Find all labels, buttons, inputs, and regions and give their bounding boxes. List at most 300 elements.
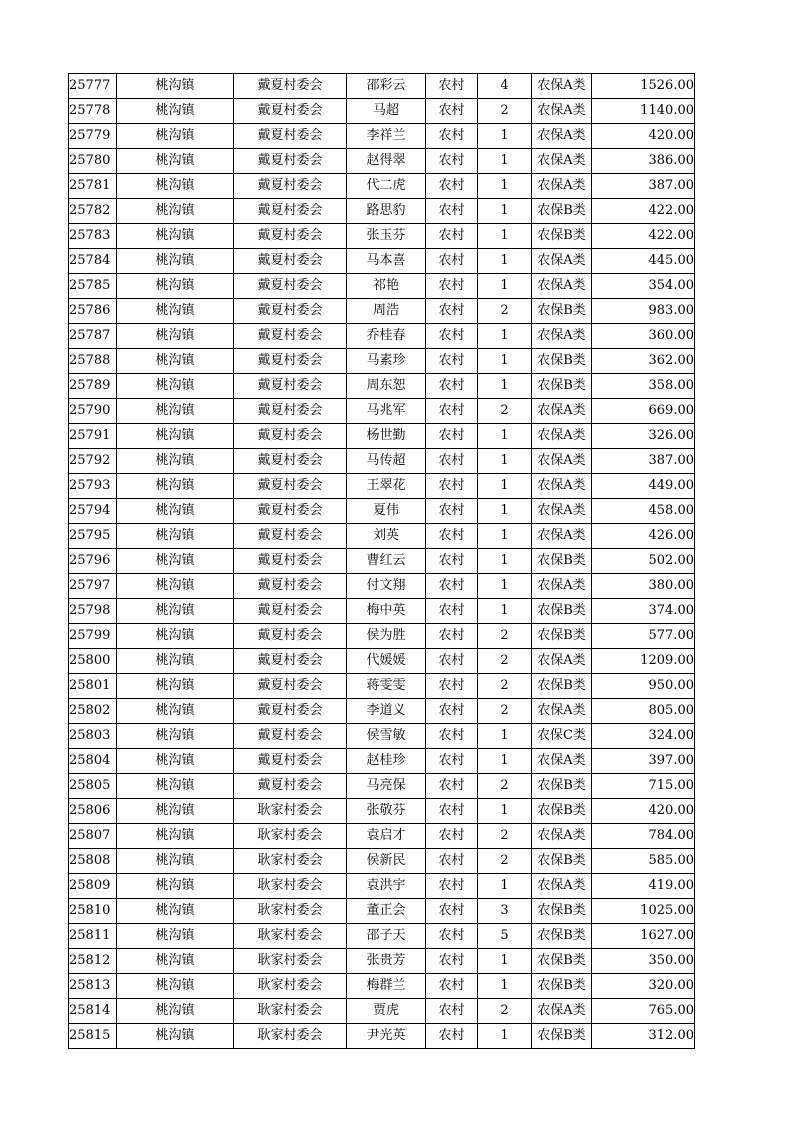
residence-type-cell: 农村	[426, 1024, 478, 1049]
town-cell: 桃沟镇	[117, 249, 234, 274]
insurance-category-cell: 农保A类	[532, 749, 592, 774]
amount-cell: 320.00	[592, 974, 695, 999]
village-cell: 戴夏村委会	[234, 174, 347, 199]
table-row	[69, 424, 695, 449]
table-row	[69, 649, 695, 674]
amount-cell: 669.00	[592, 399, 695, 424]
person-name-cell: 邵子天	[347, 924, 426, 949]
household-count-cell: 2	[478, 649, 532, 674]
amount-cell: 458.00	[592, 499, 695, 524]
record-id-cell: 25802	[69, 699, 117, 724]
residence-type-cell: 农村	[426, 274, 478, 299]
record-id-cell: 25787	[69, 324, 117, 349]
residence-type-cell: 农村	[426, 824, 478, 849]
household-count-cell: 1	[478, 524, 532, 549]
insurance-category-cell: 农保B类	[532, 224, 592, 249]
table-row	[69, 774, 695, 799]
table-row	[69, 474, 695, 499]
town-cell: 桃沟镇	[117, 149, 234, 174]
residence-type-cell: 农村	[426, 899, 478, 924]
insurance-category-cell: 农保B类	[532, 374, 592, 399]
person-name-cell: 赵桂珍	[347, 749, 426, 774]
table-row	[69, 699, 695, 724]
person-name-cell: 祁艳	[347, 274, 426, 299]
table-row	[69, 599, 695, 624]
roster-table	[68, 73, 695, 1049]
record-id-cell: 25803	[69, 724, 117, 749]
residence-type-cell: 农村	[426, 324, 478, 349]
table-row	[69, 374, 695, 399]
village-cell: 戴夏村委会	[234, 474, 347, 499]
residence-type-cell: 农村	[426, 99, 478, 124]
residence-type-cell: 农村	[426, 374, 478, 399]
amount-cell: 715.00	[592, 774, 695, 799]
town-cell: 桃沟镇	[117, 649, 234, 674]
town-cell: 桃沟镇	[117, 574, 234, 599]
residence-type-cell: 农村	[426, 424, 478, 449]
village-cell: 耿家村委会	[234, 974, 347, 999]
record-id-cell: 25814	[69, 999, 117, 1024]
residence-type-cell: 农村	[426, 299, 478, 324]
table-row	[69, 674, 695, 699]
residence-type-cell: 农村	[426, 799, 478, 824]
record-id-cell: 25783	[69, 224, 117, 249]
amount-cell: 422.00	[592, 224, 695, 249]
village-cell: 耿家村委会	[234, 799, 347, 824]
household-count-cell: 1	[478, 1024, 532, 1049]
residence-type-cell: 农村	[426, 74, 478, 99]
record-id-cell: 25778	[69, 99, 117, 124]
amount-cell: 445.00	[592, 249, 695, 274]
roster-body	[69, 74, 695, 1049]
person-name-cell: 杨世勤	[347, 424, 426, 449]
insurance-category-cell: 农保A类	[532, 149, 592, 174]
table-row	[69, 924, 695, 949]
town-cell: 桃沟镇	[117, 499, 234, 524]
record-id-cell: 25795	[69, 524, 117, 549]
person-name-cell: 尹光英	[347, 1024, 426, 1049]
record-id-cell: 25807	[69, 824, 117, 849]
table-row	[69, 199, 695, 224]
record-id-cell: 25804	[69, 749, 117, 774]
residence-type-cell: 农村	[426, 774, 478, 799]
residence-type-cell: 农村	[426, 874, 478, 899]
amount-cell: 350.00	[592, 949, 695, 974]
residence-type-cell: 农村	[426, 124, 478, 149]
person-name-cell: 侯为胜	[347, 624, 426, 649]
record-id-cell: 25790	[69, 399, 117, 424]
town-cell: 桃沟镇	[117, 549, 234, 574]
person-name-cell: 蒋雯雯	[347, 674, 426, 699]
amount-cell: 358.00	[592, 374, 695, 399]
household-count-cell: 1	[478, 374, 532, 399]
record-id-cell: 25800	[69, 649, 117, 674]
town-cell: 桃沟镇	[117, 199, 234, 224]
insurance-category-cell: 农保C类	[532, 724, 592, 749]
table-row	[69, 74, 695, 99]
record-id-cell: 25801	[69, 674, 117, 699]
town-cell: 桃沟镇	[117, 874, 234, 899]
town-cell: 桃沟镇	[117, 124, 234, 149]
town-cell: 桃沟镇	[117, 324, 234, 349]
town-cell: 桃沟镇	[117, 299, 234, 324]
village-cell: 耿家村委会	[234, 924, 347, 949]
village-cell: 戴夏村委会	[234, 399, 347, 424]
record-id-cell: 25785	[69, 274, 117, 299]
insurance-category-cell: 农保B类	[532, 799, 592, 824]
person-name-cell: 张玉芬	[347, 224, 426, 249]
amount-cell: 420.00	[592, 799, 695, 824]
table-row	[69, 749, 695, 774]
person-name-cell: 梅群兰	[347, 974, 426, 999]
record-id-cell: 25806	[69, 799, 117, 824]
household-count-cell: 1	[478, 499, 532, 524]
village-cell: 耿家村委会	[234, 874, 347, 899]
insurance-category-cell: 农保B类	[532, 974, 592, 999]
record-id-cell: 25808	[69, 849, 117, 874]
residence-type-cell: 农村	[426, 749, 478, 774]
table-row	[69, 149, 695, 174]
table-row	[69, 899, 695, 924]
insurance-category-cell: 农保A类	[532, 649, 592, 674]
amount-cell: 419.00	[592, 874, 695, 899]
record-id-cell: 25788	[69, 349, 117, 374]
insurance-category-cell: 农保A类	[532, 999, 592, 1024]
town-cell: 桃沟镇	[117, 274, 234, 299]
household-count-cell: 1	[478, 599, 532, 624]
record-id-cell: 25786	[69, 299, 117, 324]
village-cell: 戴夏村委会	[234, 674, 347, 699]
record-id-cell: 25777	[69, 74, 117, 99]
insurance-category-cell: 农保A类	[532, 74, 592, 99]
insurance-category-cell: 农保B类	[532, 599, 592, 624]
person-name-cell: 马兆军	[347, 399, 426, 424]
village-cell: 耿家村委会	[234, 999, 347, 1024]
residence-type-cell: 农村	[426, 549, 478, 574]
record-id-cell: 25813	[69, 974, 117, 999]
record-id-cell: 25793	[69, 474, 117, 499]
household-count-cell: 2	[478, 399, 532, 424]
person-name-cell: 马传超	[347, 449, 426, 474]
record-id-cell: 25811	[69, 924, 117, 949]
table-row	[69, 499, 695, 524]
amount-cell: 324.00	[592, 724, 695, 749]
table-row	[69, 724, 695, 749]
insurance-category-cell: 农保B类	[532, 1024, 592, 1049]
household-count-cell: 1	[478, 574, 532, 599]
record-id-cell: 25798	[69, 599, 117, 624]
record-id-cell: 25779	[69, 124, 117, 149]
person-name-cell: 代媛媛	[347, 649, 426, 674]
table-row	[69, 874, 695, 899]
town-cell: 桃沟镇	[117, 724, 234, 749]
town-cell: 桃沟镇	[117, 674, 234, 699]
town-cell: 桃沟镇	[117, 99, 234, 124]
record-id-cell: 25780	[69, 149, 117, 174]
amount-cell: 1627.00	[592, 924, 695, 949]
residence-type-cell: 农村	[426, 924, 478, 949]
household-count-cell: 1	[478, 874, 532, 899]
residence-type-cell: 农村	[426, 199, 478, 224]
amount-cell: 1209.00	[592, 649, 695, 674]
insurance-category-cell: 农保B类	[532, 774, 592, 799]
village-cell: 耿家村委会	[234, 824, 347, 849]
amount-cell: 386.00	[592, 149, 695, 174]
household-count-cell: 3	[478, 899, 532, 924]
household-count-cell: 1	[478, 424, 532, 449]
table-row	[69, 549, 695, 574]
town-cell: 桃沟镇	[117, 224, 234, 249]
insurance-category-cell: 农保A类	[532, 574, 592, 599]
table-row	[69, 224, 695, 249]
household-count-cell: 4	[478, 74, 532, 99]
amount-cell: 362.00	[592, 349, 695, 374]
table-row	[69, 524, 695, 549]
table-row	[69, 249, 695, 274]
table-row	[69, 974, 695, 999]
residence-type-cell: 农村	[426, 499, 478, 524]
record-id-cell: 25781	[69, 174, 117, 199]
town-cell: 桃沟镇	[117, 899, 234, 924]
town-cell: 桃沟镇	[117, 474, 234, 499]
record-id-cell: 25794	[69, 499, 117, 524]
household-count-cell: 1	[478, 449, 532, 474]
town-cell: 桃沟镇	[117, 349, 234, 374]
person-name-cell: 曹红云	[347, 549, 426, 574]
amount-cell: 1526.00	[592, 74, 695, 99]
insurance-category-cell: 农保A类	[532, 249, 592, 274]
amount-cell: 950.00	[592, 674, 695, 699]
insurance-category-cell: 农保A类	[532, 499, 592, 524]
insurance-category-cell: 农保B类	[532, 349, 592, 374]
residence-type-cell: 农村	[426, 249, 478, 274]
amount-cell: 426.00	[592, 524, 695, 549]
person-name-cell: 袁洪宇	[347, 874, 426, 899]
residence-type-cell: 农村	[426, 949, 478, 974]
household-count-cell: 2	[478, 299, 532, 324]
town-cell: 桃沟镇	[117, 624, 234, 649]
person-name-cell: 邵彩云	[347, 74, 426, 99]
village-cell: 耿家村委会	[234, 899, 347, 924]
table-row	[69, 399, 695, 424]
amount-cell: 326.00	[592, 424, 695, 449]
town-cell: 桃沟镇	[117, 424, 234, 449]
household-count-cell: 1	[478, 949, 532, 974]
residence-type-cell: 农村	[426, 699, 478, 724]
village-cell: 戴夏村委会	[234, 599, 347, 624]
amount-cell: 805.00	[592, 699, 695, 724]
table-row	[69, 624, 695, 649]
residence-type-cell: 农村	[426, 574, 478, 599]
town-cell: 桃沟镇	[117, 949, 234, 974]
person-name-cell: 周东恕	[347, 374, 426, 399]
village-cell: 戴夏村委会	[234, 749, 347, 774]
person-name-cell: 侯雪敏	[347, 724, 426, 749]
insurance-category-cell: 农保A类	[532, 399, 592, 424]
residence-type-cell: 农村	[426, 624, 478, 649]
table-row	[69, 824, 695, 849]
village-cell: 戴夏村委会	[234, 149, 347, 174]
village-cell: 戴夏村委会	[234, 449, 347, 474]
person-name-cell: 袁启才	[347, 824, 426, 849]
town-cell: 桃沟镇	[117, 524, 234, 549]
insurance-category-cell: 农保B类	[532, 199, 592, 224]
person-name-cell: 张敬芬	[347, 799, 426, 824]
table-row	[69, 174, 695, 199]
town-cell: 桃沟镇	[117, 599, 234, 624]
town-cell: 桃沟镇	[117, 824, 234, 849]
village-cell: 戴夏村委会	[234, 249, 347, 274]
record-id-cell: 25815	[69, 1024, 117, 1049]
residence-type-cell: 农村	[426, 974, 478, 999]
town-cell: 桃沟镇	[117, 1024, 234, 1049]
insurance-category-cell: 农保B类	[532, 674, 592, 699]
residence-type-cell: 农村	[426, 599, 478, 624]
table-row	[69, 124, 695, 149]
household-count-cell: 2	[478, 99, 532, 124]
residence-type-cell: 农村	[426, 449, 478, 474]
household-count-cell: 1	[478, 474, 532, 499]
village-cell: 戴夏村委会	[234, 774, 347, 799]
amount-cell: 784.00	[592, 824, 695, 849]
record-id-cell: 25812	[69, 949, 117, 974]
record-id-cell: 25799	[69, 624, 117, 649]
amount-cell: 422.00	[592, 199, 695, 224]
table-row	[69, 999, 695, 1024]
village-cell: 戴夏村委会	[234, 99, 347, 124]
amount-cell: 380.00	[592, 574, 695, 599]
insurance-category-cell: 农保B类	[532, 849, 592, 874]
town-cell: 桃沟镇	[117, 749, 234, 774]
residence-type-cell: 农村	[426, 674, 478, 699]
household-count-cell: 2	[478, 699, 532, 724]
table-row	[69, 449, 695, 474]
amount-cell: 397.00	[592, 749, 695, 774]
insurance-category-cell: 农保A类	[532, 524, 592, 549]
insurance-category-cell: 农保A类	[532, 474, 592, 499]
record-id-cell: 25784	[69, 249, 117, 274]
amount-cell: 1140.00	[592, 99, 695, 124]
insurance-category-cell: 农保A类	[532, 874, 592, 899]
record-id-cell: 25805	[69, 774, 117, 799]
record-id-cell: 25782	[69, 199, 117, 224]
person-name-cell: 梅中英	[347, 599, 426, 624]
town-cell: 桃沟镇	[117, 374, 234, 399]
town-cell: 桃沟镇	[117, 449, 234, 474]
amount-cell: 387.00	[592, 174, 695, 199]
village-cell: 戴夏村委会	[234, 424, 347, 449]
insurance-category-cell: 农保B类	[532, 899, 592, 924]
amount-cell: 449.00	[592, 474, 695, 499]
table-row	[69, 849, 695, 874]
person-name-cell: 乔桂春	[347, 324, 426, 349]
insurance-category-cell: 农保A类	[532, 449, 592, 474]
town-cell: 桃沟镇	[117, 974, 234, 999]
amount-cell: 374.00	[592, 599, 695, 624]
insurance-category-cell: 农保B类	[532, 949, 592, 974]
household-count-cell: 2	[478, 849, 532, 874]
person-name-cell: 王翠花	[347, 474, 426, 499]
village-cell: 戴夏村委会	[234, 374, 347, 399]
insurance-category-cell: 农保A类	[532, 824, 592, 849]
person-name-cell: 马超	[347, 99, 426, 124]
town-cell: 桃沟镇	[117, 699, 234, 724]
insurance-category-cell: 农保B类	[532, 924, 592, 949]
household-count-cell: 1	[478, 749, 532, 774]
table-row	[69, 949, 695, 974]
village-cell: 耿家村委会	[234, 1024, 347, 1049]
town-cell: 桃沟镇	[117, 74, 234, 99]
residence-type-cell: 农村	[426, 999, 478, 1024]
household-count-cell: 1	[478, 249, 532, 274]
village-cell: 戴夏村委会	[234, 349, 347, 374]
household-count-cell: 1	[478, 549, 532, 574]
household-count-cell: 1	[478, 149, 532, 174]
insurance-category-cell: 农保B类	[532, 624, 592, 649]
residence-type-cell: 农村	[426, 399, 478, 424]
table-row	[69, 799, 695, 824]
person-name-cell: 夏伟	[347, 499, 426, 524]
town-cell: 桃沟镇	[117, 924, 234, 949]
household-count-cell: 2	[478, 999, 532, 1024]
person-name-cell: 代二虎	[347, 174, 426, 199]
table-row	[69, 324, 695, 349]
residence-type-cell: 农村	[426, 524, 478, 549]
person-name-cell: 贾虎	[347, 999, 426, 1024]
village-cell: 戴夏村委会	[234, 499, 347, 524]
household-count-cell: 2	[478, 674, 532, 699]
amount-cell: 312.00	[592, 1024, 695, 1049]
table-row	[69, 299, 695, 324]
amount-cell: 983.00	[592, 299, 695, 324]
person-name-cell: 李祥兰	[347, 124, 426, 149]
amount-cell: 420.00	[592, 124, 695, 149]
household-count-cell: 2	[478, 774, 532, 799]
record-id-cell: 25810	[69, 899, 117, 924]
record-id-cell: 25789	[69, 374, 117, 399]
village-cell: 戴夏村委会	[234, 549, 347, 574]
village-cell: 耿家村委会	[234, 949, 347, 974]
household-count-cell: 1	[478, 799, 532, 824]
household-count-cell: 1	[478, 124, 532, 149]
village-cell: 戴夏村委会	[234, 199, 347, 224]
record-id-cell: 25797	[69, 574, 117, 599]
amount-cell: 360.00	[592, 324, 695, 349]
table-row	[69, 1024, 695, 1049]
amount-cell: 354.00	[592, 274, 695, 299]
amount-cell: 577.00	[592, 624, 695, 649]
village-cell: 戴夏村委会	[234, 124, 347, 149]
village-cell: 耿家村委会	[234, 849, 347, 874]
household-count-cell: 1	[478, 174, 532, 199]
amount-cell: 585.00	[592, 849, 695, 874]
town-cell: 桃沟镇	[117, 799, 234, 824]
town-cell: 桃沟镇	[117, 774, 234, 799]
table-row	[69, 349, 695, 374]
person-name-cell: 付文翔	[347, 574, 426, 599]
table-row	[69, 574, 695, 599]
village-cell: 戴夏村委会	[234, 224, 347, 249]
amount-cell: 387.00	[592, 449, 695, 474]
record-id-cell: 25809	[69, 874, 117, 899]
household-count-cell: 1	[478, 274, 532, 299]
household-count-cell: 2	[478, 624, 532, 649]
person-name-cell: 董正会	[347, 899, 426, 924]
table-row	[69, 274, 695, 299]
household-count-cell: 1	[478, 199, 532, 224]
residence-type-cell: 农村	[426, 849, 478, 874]
person-name-cell: 李道义	[347, 699, 426, 724]
